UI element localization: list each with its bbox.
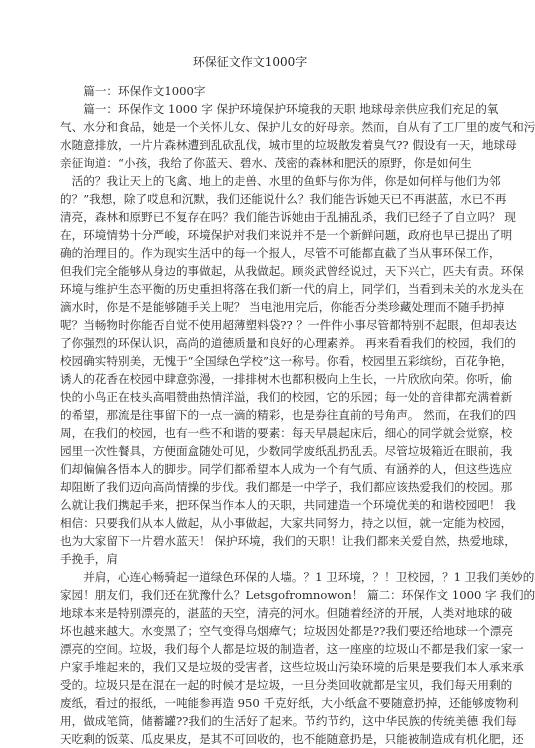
text-line: 周，在我们的校园，也有一些不和谐的要素：每天早晨起床后，细心的同学就会觉察，校 bbox=[60, 426, 513, 440]
text-line: 手挽手，肩 bbox=[60, 552, 118, 566]
text-line: 水随意排放，一片片森林遭到乱砍乱伐，城市里的垃圾散发着臭气?? 假设有一天，地球母 bbox=[60, 138, 517, 152]
text-line: 呢？当畅物时你能否自觉不使用超薄塑料袋?? ？一件件小事尽管都特别不起眼，但却表达 bbox=[60, 318, 517, 332]
text-line: 天吃剩的饭菜、瓜皮果皮，是其不可回收的，也不能随意扔是，只能被制造成有机化肥，还 bbox=[60, 732, 524, 746]
text-line: 亲征询道：“小孩，我给了你蓝天、碧水、茂密的森林和肥沃的原野，你是如何生 bbox=[60, 156, 472, 170]
text-line: 环境与维护生态平衡的历史重担将落在我们新一代的肩上，同学们，当看到未关的水龙头在 bbox=[60, 282, 524, 296]
text-line: 并肩，心连心畅骑起一道绿色环保的人墙。？1 卫环境，？！卫校园，？1 卫我们美妙的 bbox=[60, 570, 535, 584]
text-line: 园里一次性餐具，方便面盒随处可见，少数同学废纸乱扔乱丢。尽管垃圾箱近在眼前，我 bbox=[60, 444, 513, 458]
text-line: 诱人的花香在校园中肆意弥漫，一排排树木也都积极向上生长，一片欣欣向荣。你听，偷 bbox=[60, 372, 513, 386]
text-line: 快的小鸟正在枝头高唱赞曲热情洋溢，我们的校园，它的乐园；每一处的音律都充满着新 bbox=[60, 390, 513, 404]
text-line: 家园！朋友们，我们还在犹豫什么？Letsgofromnowon！ 篇二：环保作文 1000 字 我们的 bbox=[60, 588, 535, 602]
text-line: 篇一：环保作文1000字 bbox=[60, 84, 206, 98]
text-line: 却阻断了我们迈向高尚情操的步伐。我们都是一中学子，我们都应该热爱我们的校园。那 bbox=[60, 480, 513, 494]
document-title: 环保征文作文1000字 bbox=[192, 55, 308, 69]
text-line: 的？”我想，除了哎息和沉默，我们还能说什么？我们能告诉她天已不再湛蓝，水已不再 bbox=[60, 192, 507, 206]
text-line: 坏也越来越大。水变黑了；空气变得乌烟瘴气；垃圾因处都是??我们要还给地球一个漂亮 bbox=[60, 624, 513, 638]
text-line: 活的？我让天上的飞禽、地上的走兽、水里的鱼虾与你为伴，你是如何样与他们为邻 bbox=[60, 174, 501, 188]
text-line: 用，做成笔筒，储蓄罐??我们的生活好了起来。节约节约，这中华民族的传统美德 我们每 bbox=[60, 714, 517, 728]
text-line: 篇一：环保作文 1000 字 保护环境保护环境我的天职 地球母亲供应我们充足的氧 bbox=[60, 102, 499, 116]
text-line: 气、水分和食品，她是一个关怀儿女、保护儿女的好母亲。然而，自从有了工厂里的废气和污 bbox=[60, 120, 535, 134]
text-line: 了你强烈的环保认识，高尚的道德质量和良好的心理素养。 再来看看我们的校园，我们的 bbox=[60, 336, 516, 350]
text-line: 在，环境情势十分严峻，环境保护对我们来说并不是一个新鲜问题，政府也早已提出了明 bbox=[60, 228, 513, 242]
text-line: 户家手堆起来的，我们又是垃圾的受害者，这些垃圾山污染环境的后果是要我们本人承来承 bbox=[60, 660, 524, 674]
text-line: 地球本来是特别漂亮的，湛蓝的天空，清亮的河水。但随着经济的开展，人类对地球的破 bbox=[60, 606, 513, 620]
text-line: 漂亮的空间。垃圾，我们每个人都是垃圾的制造者，这一座座的垃圾山不都是我们家一家一 bbox=[60, 642, 524, 656]
text-line: 么就让我们携起手来，把环保当作本人的天职，共同建造一个环境优美的和谐校园吧！ 我 bbox=[60, 498, 516, 512]
text-line: 相信：只要我们从本人做起，从小事做起，大家共同努力，持之以恒，就一定能为校园， bbox=[60, 516, 513, 530]
text-line: 受的。垃圾只是在混在一起的时候才是垃圾，一旦分类回收就都是宝贝，我们每天用剩的 bbox=[60, 678, 513, 692]
text-line: 校园确实特别美，无愧于“全国绿色学校”这一称号。你看，校园里五彩缤纷，百花争艳， bbox=[60, 354, 513, 368]
text-line: 的希望，那流是往事留下的一点一滴的精彩，也是券往直前的号角声。 然而，在我们的四 bbox=[60, 408, 516, 422]
text-line: 确的治理目的。作为现实生活中的每一个报人，尽管不可能都直截了当从事环保工作， bbox=[60, 246, 501, 260]
text-line: 废纸，看过的报纸，一吨能参再造 950 千克好纸，大小纸盒不要随意扔掉，还能够废物利 bbox=[60, 696, 519, 710]
text-line: 们却偏偏各悟本人的脚步。同学们都希望本人成为一个有气质、有涵养的人，但这些选应 bbox=[60, 462, 513, 476]
text-line: 也为大家留下一片碧水蓝天！ 保护环境，我们的天职！让我们都来关爱自然，热爱地球， bbox=[60, 534, 516, 548]
text-line: 清亮，森林和原野已不复存在吗？我们能告诉她由于乱捕乱杀，我们已经子了自立吗？ 现 bbox=[60, 210, 516, 224]
text-line: 滴水时，你是不是能够随手关上呢？ 当电池用完后，你能否分类珍藏处理而不随手扔掉 bbox=[60, 300, 505, 314]
text-line: 但我们完全能够从身边的事做起，从我做起。顾炎武曾经说过，天下兴亡，匹夫有责。环保 bbox=[60, 264, 524, 278]
